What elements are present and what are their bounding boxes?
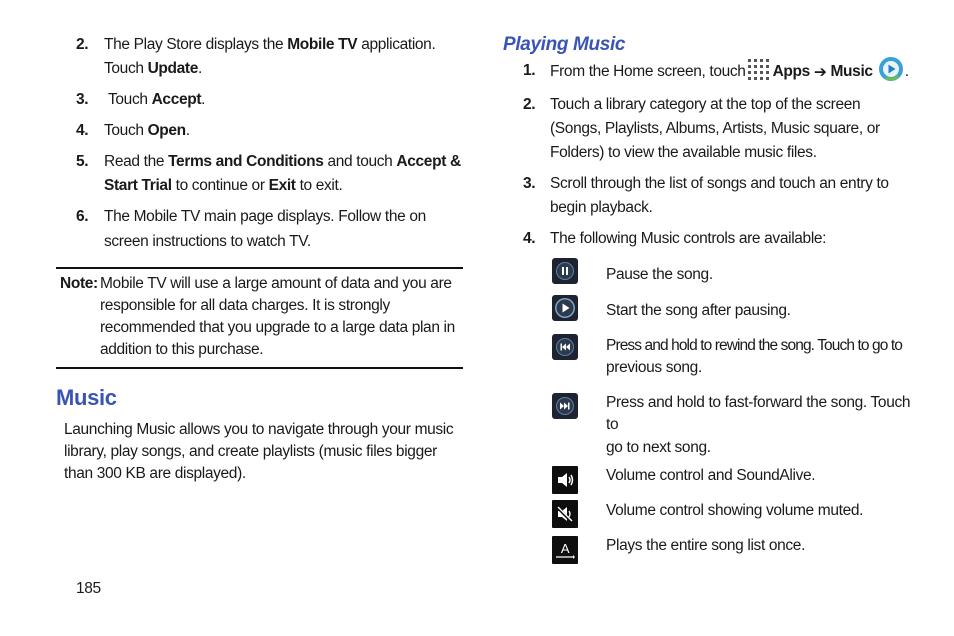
control-description: Press and hold to fast-forward the song. Touch — [606, 394, 911, 411]
volume-icon — [552, 466, 578, 494]
step-text: The Play Store displays the Mobile TV application. — [104, 36, 436, 53]
control-description: Volume control and SoundAlive. — [606, 467, 816, 484]
step-text: begin playback. — [550, 199, 653, 216]
step-text: Read the Terms and Conditions and touch Accept & — [104, 153, 461, 170]
control-description: Volume control showing volume muted. — [606, 502, 864, 519]
control-description: previous song. — [606, 359, 702, 376]
control-description: Start the song after pausing. — [606, 302, 791, 319]
step-number: 2. — [76, 36, 89, 53]
step-text: Touch a library category at the top of the screen — [550, 96, 861, 113]
step-text: From the Home screen, touch Apps ➔ Music . — [550, 62, 909, 82]
control-description: go to next song. — [606, 439, 711, 456]
repeat-all-icon-letter: A — [560, 541, 570, 556]
paragraph-line: library, play songs, and create playlists (music files bigger — [64, 443, 437, 460]
paragraph-line: Launching Music allows you to navigate through your music — [64, 421, 454, 438]
section-heading-playing-music: Playing Music — [503, 34, 626, 55]
control-description: Press and hold to rewind the song. Touch to go to — [606, 337, 902, 354]
step-text: Touch Open. — [104, 122, 190, 139]
control-description: to — [606, 416, 619, 433]
fast-forward-icon — [552, 393, 578, 419]
step-text: Start Trial to continue or Exit to exit. — [104, 177, 343, 194]
repeat-all-icon — [552, 536, 578, 564]
note-text: responsible for all data charges. It is strongly — [100, 297, 390, 314]
note-bottom-rule — [56, 367, 463, 369]
step-text: Touch Accept. — [108, 91, 206, 108]
page-number: 185 — [76, 580, 101, 597]
rewind-icon — [552, 334, 578, 360]
step-text: The Mobile TV main page displays. Follow the on — [104, 208, 426, 225]
note-text: addition to this purchase. — [100, 341, 264, 358]
control-description: Plays the entire song list once. — [606, 537, 806, 554]
step-text: Folders) to view the available music files. — [550, 144, 817, 161]
note-text: recommended that you upgrade to a large data plan in — [100, 319, 455, 336]
step-number: 4. — [523, 230, 536, 247]
step-number: 5. — [76, 153, 89, 170]
step-number: 2. — [523, 96, 536, 113]
step-text: screen instructions to watch TV. — [104, 233, 311, 250]
apps-grid-icon — [747, 58, 771, 82]
step-number: 4. — [76, 122, 89, 139]
note-label: Note: — [60, 275, 98, 292]
step-text: The following Music controls are available: — [550, 230, 827, 247]
step-text: (Songs, Playlists, Albums, Artists, Music square, or — [550, 120, 880, 137]
step-number: 6. — [76, 208, 89, 225]
volume-muted-icon — [552, 500, 578, 528]
paragraph-line: than 300 KB are displayed). — [64, 465, 246, 482]
music-app-icon — [878, 56, 904, 82]
step-number: 3. — [76, 91, 89, 108]
note-text: Mobile TV will use a large amount of data and you are — [100, 275, 452, 292]
step-number: 1. — [523, 62, 536, 79]
step-number: 3. — [523, 175, 536, 192]
section-heading-music: Music — [56, 385, 117, 410]
pause-icon — [552, 258, 578, 284]
note-top-rule — [56, 267, 463, 269]
control-description: Pause the song. — [606, 266, 713, 283]
step-text: Scroll through the list of songs and touch an entry to — [550, 175, 889, 192]
play-icon — [552, 295, 578, 321]
step-text: Touch Update. — [104, 60, 202, 77]
